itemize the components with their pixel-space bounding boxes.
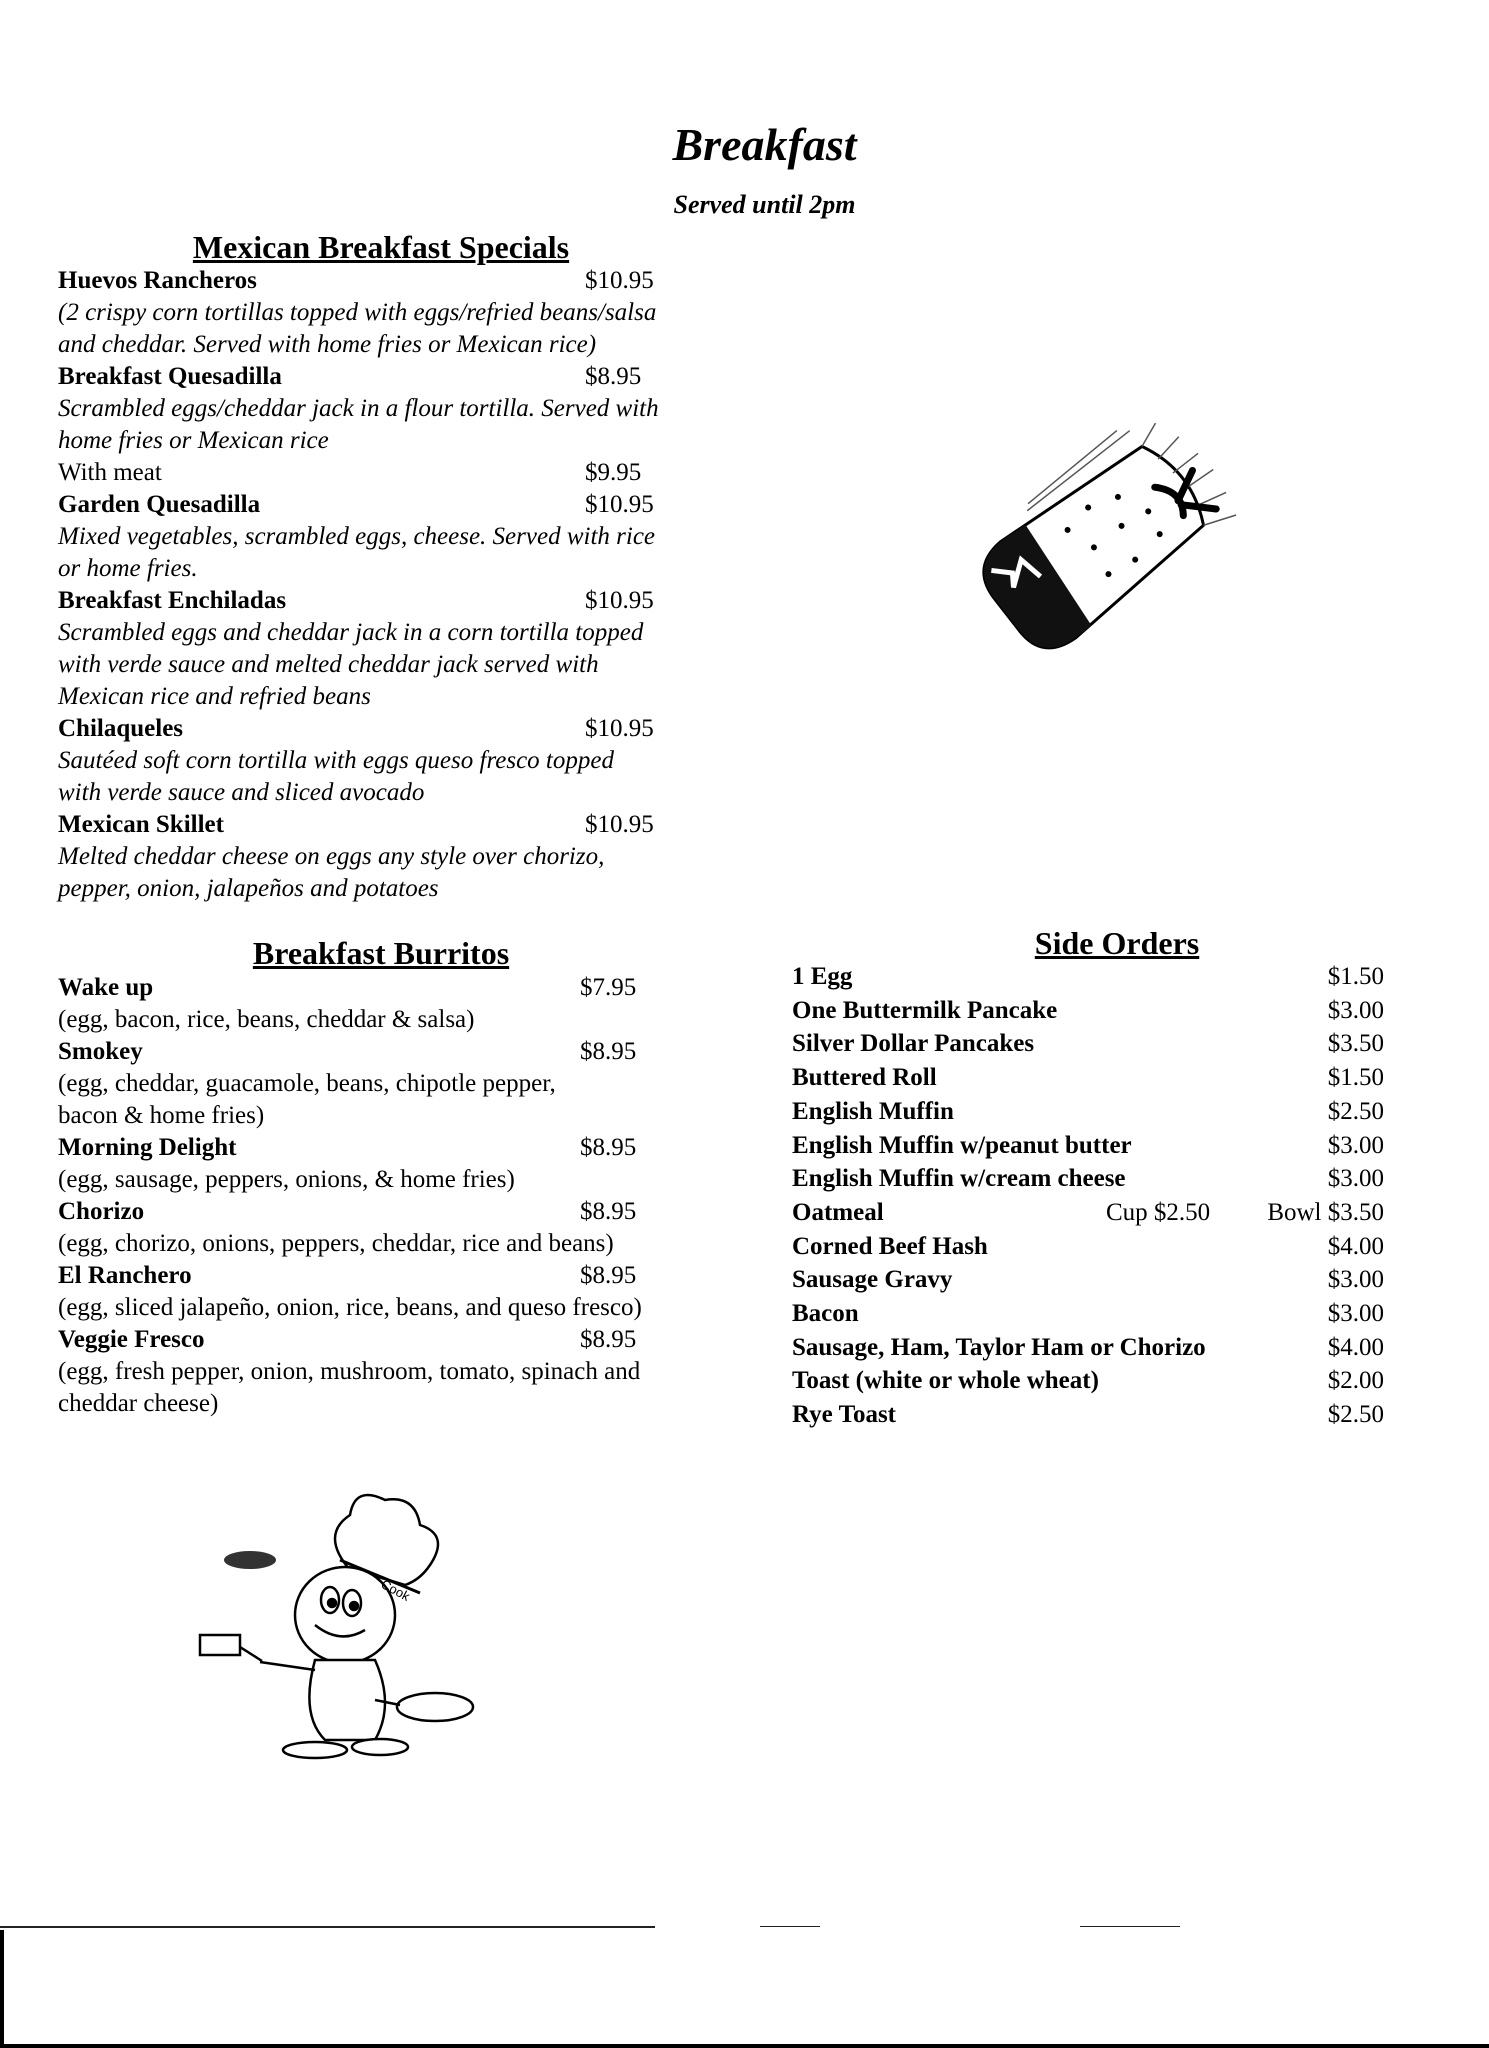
- side-item-name: Sausage, Ham, Taylor Ham or Chorizo: [792, 1334, 1206, 1361]
- side-item-cup-price: Cup $2.50: [1106, 1199, 1211, 1226]
- menu-item-name: Morning Delight: [58, 1134, 237, 1161]
- menu-item-name: Chilaqueles: [58, 715, 184, 742]
- side-item-name: One Buttermilk Pancake: [792, 997, 1058, 1024]
- side-item-price: $3.00: [1327, 997, 1384, 1024]
- side-item-name: Oatmeal: [792, 1199, 884, 1226]
- page-title: Breakfast: [672, 119, 857, 170]
- side-item-price: $1.50: [1327, 1064, 1384, 1091]
- burritos-heading: Breakfast Burritos: [252, 935, 510, 971]
- menu-item-description: Melted cheddar cheese on eggs any style over chorizo,: [58, 843, 605, 870]
- side-item-price: Bowl $3.50: [1267, 1199, 1384, 1226]
- menu-item-description: and cheddar. Served with home fries or Mexican rice): [58, 331, 597, 358]
- side-item-name: English Muffin: [792, 1098, 954, 1125]
- menu-item-description: home fries or Mexican rice: [58, 427, 329, 454]
- sides-heading: Side Orders: [1034, 925, 1200, 961]
- menu-item-name: Mexican Skillet: [58, 811, 224, 838]
- menu-item-description: (egg, cheddar, guacamole, beans, chipotle pepper,: [58, 1070, 556, 1097]
- side-item-price: $1.50: [1327, 963, 1384, 990]
- menu-item-description: with verde sauce and sliced avocado: [58, 779, 425, 806]
- menu-item-price: $8.95: [580, 1326, 637, 1353]
- menu-item-price: $8.95: [580, 1198, 637, 1225]
- menu-item-description: Mixed vegetables, scrambled eggs, cheese. Served with rice: [58, 523, 656, 550]
- menu-item-price: $10.95: [585, 491, 654, 518]
- bottom-rule-left: [0, 1926, 655, 1928]
- side-item-name: English Muffin w/cream cheese: [792, 1165, 1126, 1192]
- menu-item-price: $10.95: [585, 587, 654, 614]
- menu-item-price: $7.95: [580, 974, 637, 1001]
- mexican-specials-heading: Mexican Breakfast Specials: [192, 229, 570, 265]
- side-item-price: $3.00: [1327, 1165, 1384, 1192]
- side-item-price: $3.00: [1327, 1300, 1384, 1327]
- chef-hat-text: Cook: [378, 1576, 413, 1604]
- menu-item-price: $9.95: [585, 459, 642, 486]
- menu-item-description: with verde sauce and melted cheddar jack served with: [58, 651, 599, 678]
- side-item-price: $2.00: [1327, 1367, 1384, 1394]
- side-item-name: English Muffin w/peanut butter: [792, 1132, 1132, 1159]
- side-item-name: Rye Toast: [792, 1401, 897, 1428]
- scan-border-left: [0, 1930, 4, 2048]
- menu-item-description: pepper, onion, jalapeños and potatoes: [58, 875, 439, 902]
- side-item-name: Bacon: [792, 1300, 859, 1327]
- menu-item-description: or home fries.: [58, 555, 198, 582]
- bottom-rule-right: [1080, 1926, 1180, 1927]
- menu-item-description: cheddar cheese): [58, 1390, 219, 1417]
- menu-item-description: Sautéed soft corn tortilla with eggs queso fresco topped: [58, 747, 614, 774]
- side-item-price: $4.00: [1327, 1233, 1384, 1260]
- menu-item-price: $10.95: [585, 715, 654, 742]
- page-subtitle: Served until 2pm: [673, 190, 856, 219]
- menu-item-price: $8.95: [580, 1134, 637, 1161]
- menu-item-price: $10.95: [585, 811, 654, 838]
- menu-item-description: (egg, sausage, peppers, onions, & home fries): [58, 1166, 515, 1193]
- menu-item-description: (egg, fresh pepper, onion, mushroom, tomato, spinach and: [58, 1358, 641, 1385]
- menu-item-name: Huevos Rancheros: [58, 267, 257, 294]
- menu-item-name: Garden Quesadilla: [58, 491, 261, 518]
- side-item-price: $2.50: [1327, 1098, 1384, 1125]
- menu-item-price: $8.95: [580, 1262, 637, 1289]
- menu-item-price: $8.95: [580, 1038, 637, 1065]
- menu-item-name: Breakfast Enchiladas: [58, 587, 287, 614]
- side-item-price: $3.50: [1327, 1030, 1384, 1057]
- menu-item-name: Smokey: [58, 1038, 143, 1065]
- bottom-rule-mid: [760, 1926, 820, 1927]
- menu-item-description: Mexican rice and refried beans: [58, 683, 371, 710]
- menu-item-name: Veggie Fresco: [58, 1326, 205, 1353]
- menu-item-name: Breakfast Quesadilla: [58, 363, 282, 390]
- side-item-name: Buttered Roll: [792, 1064, 937, 1091]
- side-item-price: $2.50: [1327, 1401, 1384, 1428]
- side-item-name: Silver Dollar Pancakes: [792, 1030, 1035, 1057]
- side-item-name: Sausage Gravy: [792, 1266, 953, 1293]
- menu-item-description: bacon & home fries): [58, 1102, 265, 1129]
- side-item-price: $4.00: [1327, 1334, 1384, 1361]
- side-item-name: Toast (white or whole wheat): [792, 1367, 1099, 1394]
- menu-item-description: (egg, bacon, rice, beans, cheddar & salsa): [58, 1006, 475, 1033]
- menu-item-name: El Ranchero: [58, 1262, 192, 1289]
- menu-item-description: (2 crispy corn tortillas topped with eggs/refried beans/salsa: [58, 299, 657, 326]
- side-item-name: Corned Beef Hash: [792, 1233, 988, 1260]
- scan-border-bottom: [0, 2044, 1489, 2048]
- side-item-name: 1 Egg: [792, 963, 853, 990]
- menu-item-name: Chorizo: [58, 1198, 145, 1225]
- menu-item-description: (egg, sliced jalapeño, onion, rice, beans, and queso fresco): [58, 1294, 642, 1321]
- menu-item-description: Scrambled eggs and cheddar jack in a corn tortilla topped: [58, 619, 644, 646]
- chef-cook-icon: [190, 1475, 480, 1765]
- side-item-price: $3.00: [1327, 1266, 1384, 1293]
- menu-item-description: Scrambled eggs/cheddar jack in a flour tortilla. Served with: [58, 395, 659, 422]
- menu-item-price: $10.95: [585, 267, 654, 294]
- menu-item-description: (egg, chorizo, onions, peppers, cheddar, rice and beans): [58, 1230, 614, 1257]
- burrito-icon: [950, 405, 1280, 695]
- menu-item-price: $8.95: [585, 363, 642, 390]
- menu-item-name: Wake up: [58, 974, 154, 1001]
- side-item-price: $3.00: [1327, 1132, 1384, 1159]
- menu-item-name: With meat: [58, 459, 162, 486]
